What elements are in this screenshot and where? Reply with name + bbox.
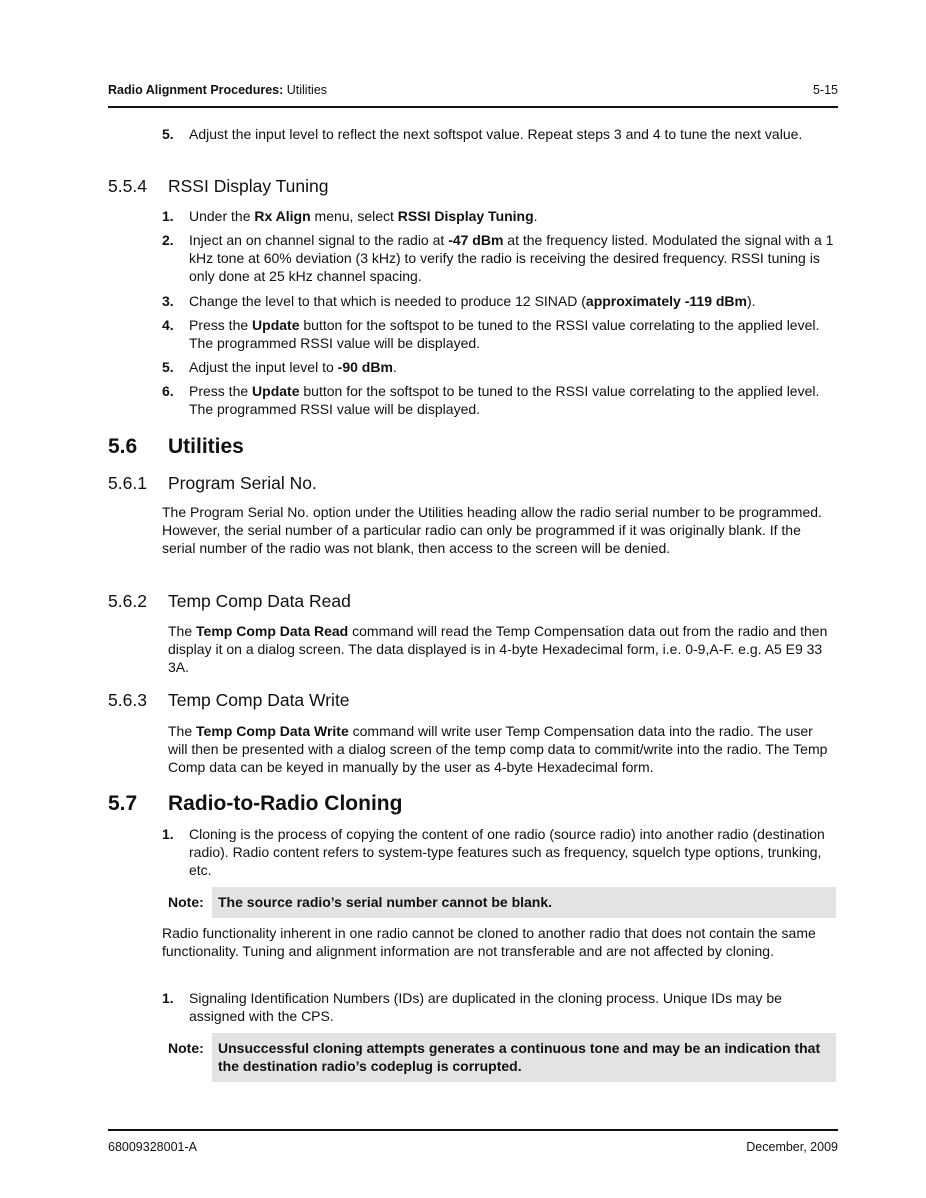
step-number: 5. [162, 359, 174, 375]
step-number: 1. [162, 208, 174, 224]
header-rule [108, 106, 838, 108]
step-text: Change the level to that which is needed to produce 12 SINAD (approximately -119 dBm). [189, 293, 756, 309]
section-number: 5.6.1 [108, 473, 147, 493]
section-title: Temp Comp Data Read [168, 591, 351, 611]
note-text: The source radio’s serial number cannot be blank. [212, 887, 836, 918]
footer-rule [108, 1129, 838, 1131]
paragraph: The Program Serial No. option under the Utilities heading allow the radio serial number to be programmed. However, the serial number of a particular radio can only be programmed if it was originally blank. If the serial number of the radio was not blank, then access to the screen will be denied. [162, 504, 822, 557]
section-number: 5.6 [108, 435, 138, 458]
step-number: 1. [162, 826, 174, 842]
note-box [162, 1033, 836, 1082]
section-title: Utilities [168, 435, 244, 458]
footer-doc-number: 68009328001-A [108, 1140, 197, 1154]
step-text: Press the Update button for the softspot to be tuned to the RSSI value correlating to the applied level. The programmed RSSI value will be displayed. [189, 317, 820, 351]
header-section-title [108, 83, 327, 97]
step-text: Cloning is the process of copying the content of one radio (source radio) into another radio (destination radio). Radio content refers to system-type features such as frequency, squelch type options, trunking, etc. [189, 826, 825, 878]
section-number: 5.7 [108, 792, 138, 815]
note-label: Note: [168, 894, 204, 910]
step-text: Press the Update button for the softspot to be tuned to the RSSI value correlating to the applied level. The programmed RSSI value will be displayed. [189, 383, 820, 417]
step-number: 6. [162, 383, 174, 399]
step-text: Inject an on channel signal to the radio at -47 dBm at the frequency listed. Modulated the signal with a 1 kHz tone at 60% deviation (3 kHz) to verify the radio is receiving the desired frequency. RSSI tuning is only done at 25 kHz channel spacing. [189, 232, 834, 284]
section-number: 5.6.3 [108, 690, 147, 710]
note-text: Unsuccessful cloning attempts generates a continuous tone and may be an indication that the destination radio’s codeplug is corrupted. [212, 1033, 836, 1082]
header-page-number: 5-15 [812, 83, 838, 97]
footer-date: December, 2009 [746, 1140, 838, 1154]
section-title: Radio-to-Radio Cloning [168, 792, 403, 815]
step-text: Adjust the input level to reflect the next softspot value. Repeat steps 3 and 4 to tune the next value. [189, 126, 803, 142]
section-title: Program Serial No. [168, 473, 317, 493]
step-text: Signaling Identification Numbers (IDs) are duplicated in the cloning process. Unique IDs may be assigned with the CPS. [189, 990, 782, 1024]
header-section-bold: Radio Alignment Procedures: [108, 83, 284, 97]
step-number: 5. [162, 126, 174, 142]
section-title: RSSI Display Tuning [168, 176, 329, 196]
step-number: 4. [162, 317, 174, 333]
note-box [162, 887, 836, 918]
section-number: 5.6.2 [108, 591, 147, 611]
note-label: Note: [168, 1040, 204, 1056]
step-number: 3. [162, 293, 174, 309]
paragraph: Radio functionality inherent in one radio cannot be cloned to another radio that does not contain the same functionality. Tuning and alignment information are not transferable and are not affected by cloning. [162, 925, 816, 960]
paragraph: The Temp Comp Data Write command will write user Temp Compensation data into the radio. The user will then be presented with a dialog screen of the temp comp data to commit/write into the radio. The Temp Comp data can be keyed in manually by the user as 4-byte Hexadecimal form. [168, 723, 828, 776]
step-text: Under the Rx Align menu, select RSSI Display Tuning. [189, 208, 538, 224]
step-number: 2. [162, 232, 174, 248]
paragraph: The Temp Comp Data Read command will read the Temp Compensation data out from the radio and then display it on a dialog screen. The data displayed is in 4-byte Hexadecimal form, i.e. 0-9,A-F. e.g. A5 E9 33 3A. [168, 623, 828, 676]
step-number: 1. [162, 990, 174, 1006]
header-section-rest: Utilities [283, 83, 328, 97]
section-title: Temp Comp Data Write [168, 690, 350, 710]
section-number: 5.5.4 [108, 176, 147, 196]
step-text: Adjust the input level to -90 dBm. [189, 359, 397, 375]
